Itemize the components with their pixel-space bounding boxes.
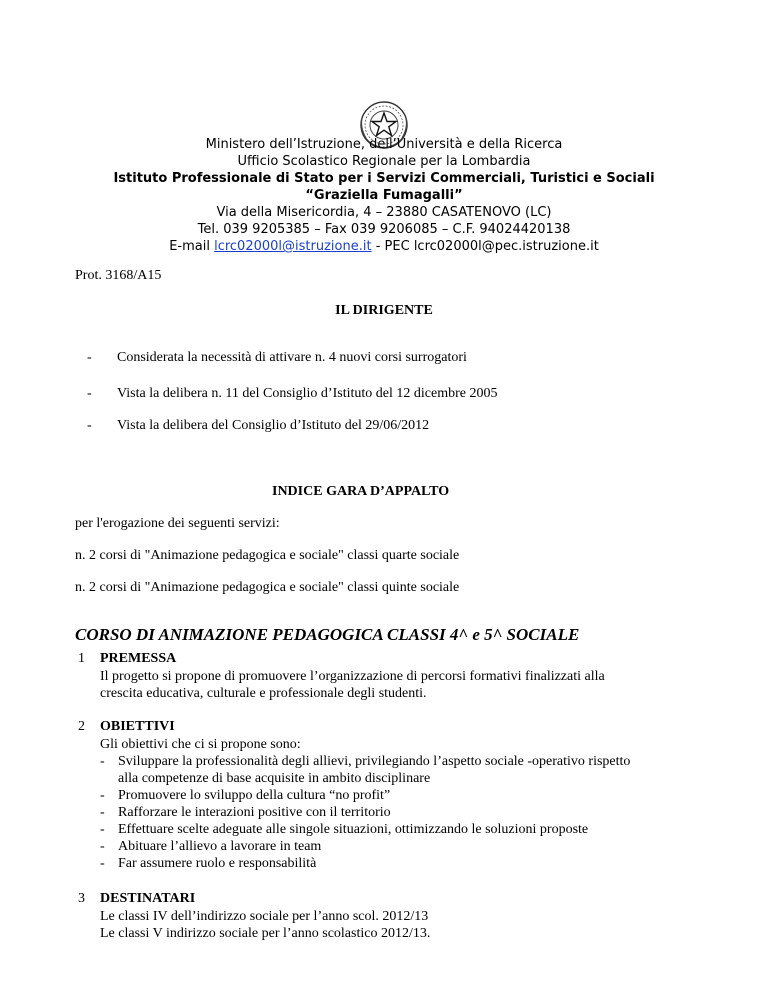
address-line: Via della Misericordia, 4 – 23880 CASATENOVO (LC) bbox=[216, 205, 552, 220]
section-number: 2 bbox=[78, 719, 85, 734]
consideration-item: Considerata la necessità di attivare n. 4 nuovi corsi surrogatori bbox=[117, 350, 467, 365]
ministry-line: Ministero dell’Istruzione, dell’Università e della Ricerca bbox=[205, 137, 563, 152]
objective-dash: - bbox=[100, 822, 105, 837]
email-link[interactable]: lcrc02000l@istruzione.it bbox=[214, 239, 372, 254]
section-title-obiettivi: OBIETTIVI bbox=[100, 719, 175, 734]
premessa-line-2: crescita educativa, culturale e professionale degli studenti. bbox=[100, 686, 427, 701]
considerations-dash: - bbox=[87, 386, 92, 401]
objective-item: Effettuare scelte adeguate alle singole situazioni, ottimizzando le soluzioni proposte bbox=[118, 822, 589, 837]
considerations-dash: - bbox=[87, 418, 92, 433]
objective-item: Sviluppare la professionalità degli allievi, privilegiando l’aspetto sociale -operativo rispetto bbox=[118, 754, 631, 769]
tender-title: INDICE GARA D’APPALTO bbox=[272, 484, 450, 499]
section-number: 1 bbox=[78, 651, 85, 666]
objective-item: Promuovere lo sviluppo della cultura “no profit” bbox=[118, 788, 391, 803]
objective-dash: - bbox=[100, 856, 105, 871]
document-heading: IL DIRIGENTE bbox=[335, 303, 433, 318]
pec-address: lcrc02000l@pec.istruzione.it bbox=[413, 239, 599, 254]
course-title: CORSO DI ANIMAZIONE PEDAGOGICA CLASSI 4^ e 5^ SOCIALE bbox=[75, 625, 580, 644]
objective-dash: - bbox=[100, 839, 105, 854]
objective-item-continued: alla competenze di base acquisite in ambito disciplinare bbox=[118, 771, 431, 786]
institute-name: Istituto Professionale di Stato per i Servizi Commerciali, Turistici e Sociali bbox=[113, 171, 655, 186]
email-label: E-mail bbox=[169, 239, 210, 254]
obiettivi-intro: Gli obiettivi che ci si propone sono: bbox=[100, 737, 301, 752]
objective-dash: - bbox=[100, 788, 105, 803]
section-title-destinatari: DESTINATARI bbox=[100, 891, 196, 906]
section-title-premessa: PREMESSA bbox=[100, 651, 177, 666]
destinatari-line-2: Le classi V indirizzo sociale per l’anno scolastico 2012/13. bbox=[100, 926, 431, 941]
pec-label: - PEC bbox=[375, 239, 410, 254]
consideration-item: Vista la delibera n. 11 del Consiglio d’Istituto del 12 dicembre 2005 bbox=[117, 386, 498, 401]
consideration-item: Vista la delibera del Consiglio d’Istituto del 29/06/2012 bbox=[117, 418, 430, 433]
destinatari-line-1: Le classi IV dell’indirizzo sociale per l’anno scol. 2012/13 bbox=[100, 909, 429, 924]
objective-item: Abituare l’allievo a lavorare in team bbox=[118, 839, 322, 854]
objective-item: Rafforzare le interazioni positive con il territorio bbox=[118, 805, 391, 820]
phone-line: Tel. 039 9205385 – Fax 039 9206085 – C.F. 94024420138 bbox=[197, 222, 571, 237]
service-item: n. 2 corsi di "Animazione pedagogica e sociale" classi quinte sociale bbox=[75, 580, 460, 595]
service-item: n. 2 corsi di "Animazione pedagogica e sociale" classi quarte sociale bbox=[75, 548, 460, 563]
institute-subtitle: “Graziella Fumagalli” bbox=[305, 188, 463, 203]
regional-office-line: Ufficio Scolastico Regionale per la Lombardia bbox=[237, 154, 531, 169]
letterhead bbox=[0, 136, 768, 255]
protocol-number: Prot. 3168/A15 bbox=[75, 268, 162, 283]
premessa-line-1: Il progetto si propone di promuovere l’organizzazione di percorsi formativi finalizzati alla bbox=[100, 669, 605, 684]
section-number: 3 bbox=[78, 891, 85, 906]
objective-dash: - bbox=[100, 754, 105, 769]
objective-dash: - bbox=[100, 805, 105, 820]
services-intro: per l'erogazione dei seguenti servizi: bbox=[75, 516, 280, 531]
contact-line bbox=[0, 238, 768, 255]
objective-item: Far assumere ruolo e responsabilità bbox=[118, 856, 317, 871]
considerations-dash: - bbox=[87, 350, 92, 365]
